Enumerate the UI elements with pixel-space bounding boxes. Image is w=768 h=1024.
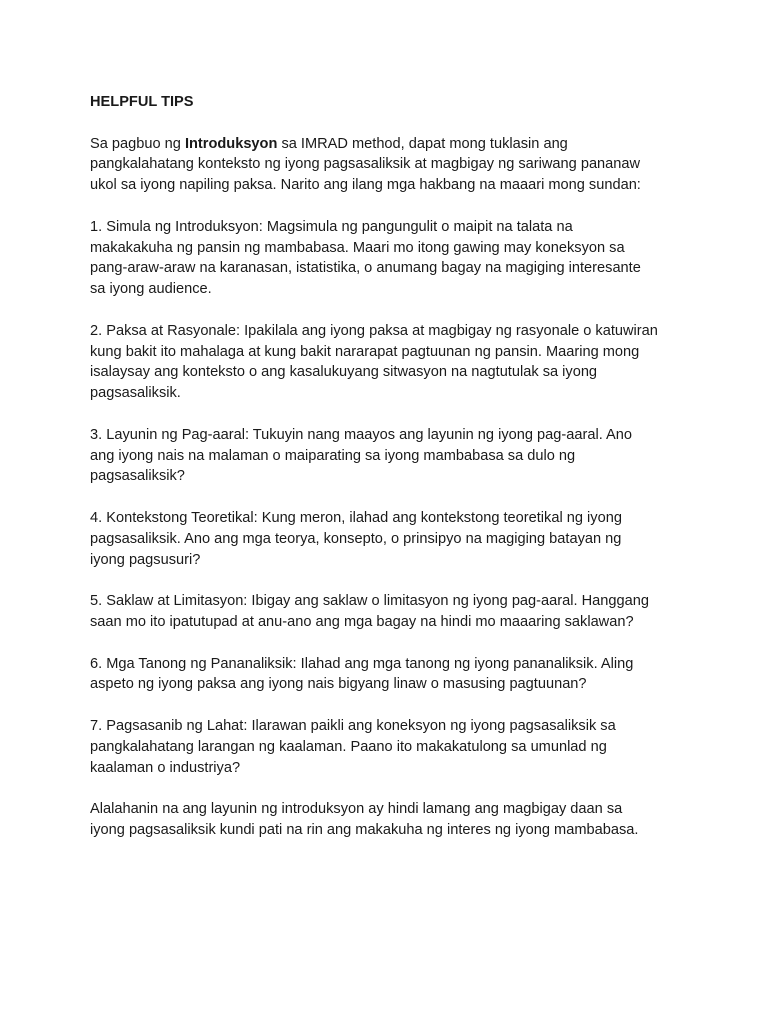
closing-line: Alalahanin na ang layunin ng introduksyon ay hindi lamang ang magbigay daan sa <box>90 801 623 818</box>
step-line: makakakuha ng pansin ng mambabasa. Maari mo itong gawing may koneksyon sa <box>90 239 625 256</box>
step-line: iyong pagsusuri? <box>90 551 201 568</box>
step-1-paragraph <box>90 217 700 300</box>
intro-line-1 <box>90 134 700 155</box>
step-6-paragraph <box>90 654 700 696</box>
step-line: pang-araw-araw na karanasan, istatistika, o anumang bagay na magiging interesante <box>90 260 641 277</box>
step-4-paragraph <box>90 508 700 570</box>
step-3-paragraph <box>90 425 700 487</box>
document-heading: HELPFUL TIPS <box>90 94 194 110</box>
closing-paragraph <box>90 799 700 841</box>
step-line: 3. Layunin ng Pag-aaral: Tukuyin nang maayos ang layunin ng iyong pag-aaral. Ano <box>90 426 632 443</box>
intro-bold-term: Introduksyon <box>184 135 278 152</box>
intro-line-2: pangkalahatang konteksto ng iyong pagsasaliksik at magbigay ng sariwang pananaw <box>90 156 641 173</box>
closing-line: iyong pagsasaliksik kundi pati na rin ang makakuha ng interes ng iyong mambabasa. <box>90 821 639 838</box>
intro-line-1-pre: Sa pagbuo ng <box>90 135 185 152</box>
step-line: pagsasaliksik. <box>90 385 181 402</box>
step-line: ang iyong nais na malaman o maiparating sa iyong mambabasa sa dulo ng <box>90 447 576 464</box>
intro-paragraph <box>90 134 700 196</box>
step-line: 1. Simula ng Introduksyon: Magsimula ng pangungulit o maipit na talata na <box>90 218 573 235</box>
intro-line-1-post: sa IMRAD method, dapat mong tuklasin ang <box>277 135 568 152</box>
step-line: 6. Mga Tanong ng Pananaliksik: Ilahad ang mga tanong ng iyong pananaliksik. Aling <box>90 655 634 672</box>
document-body <box>90 92 700 861</box>
step-line: pagsasaliksik. Ano ang mga teorya, konsepto, o prinsipyo na magiging batayan ng <box>90 530 622 547</box>
step-7-paragraph <box>90 716 700 778</box>
step-5-paragraph <box>90 591 700 633</box>
step-line: 4. Kontekstong Teoretikal: Kung meron, ilahad ang kontekstong teoretikal ng iyong <box>90 509 622 526</box>
step-line: pagsasaliksik? <box>90 468 185 485</box>
step-line: saan mo ito ipatutupad at anu-ano ang mga bagay na hindi mo maaaring saklawan? <box>90 613 634 630</box>
intro-line-3: ukol sa iyong napiling paksa. Narito ang ilang mga hakbang na maaari mong sundan: <box>90 177 641 194</box>
step-2-paragraph <box>90 321 700 404</box>
step-line: aspeto ng iyong paksa ang iyong nais bigyang linaw o masusing pagtuunan? <box>90 676 587 693</box>
step-line: pangkalahatang larangan ng kaalaman. Paano ito makakatulong sa umunlad ng <box>90 738 607 755</box>
step-line: sa iyong audience. <box>90 281 212 298</box>
step-line: 7. Pagsasanib ng Lahat: Ilarawan paikli ang koneksyon ng iyong pagsasaliksik sa <box>90 717 616 734</box>
step-line: 5. Saklaw at Limitasyon: Ibigay ang saklaw o limitasyon ng iyong pag-aaral. Hanggang <box>90 593 649 610</box>
step-line: kaalaman o industriya? <box>90 759 241 776</box>
step-line: 2. Paksa at Rasyonale: Ipakilala ang iyong paksa at magbigay ng rasyonale o katuwiran <box>90 322 658 339</box>
step-line: isalaysay ang konteksto o ang kasalukuyang sitwasyon na nagtutulak sa iyong <box>90 364 598 381</box>
step-line: kung bakit ito mahalaga at kung bakit nararapat pagtuunan ng pansin. Maaring mong <box>90 343 640 360</box>
